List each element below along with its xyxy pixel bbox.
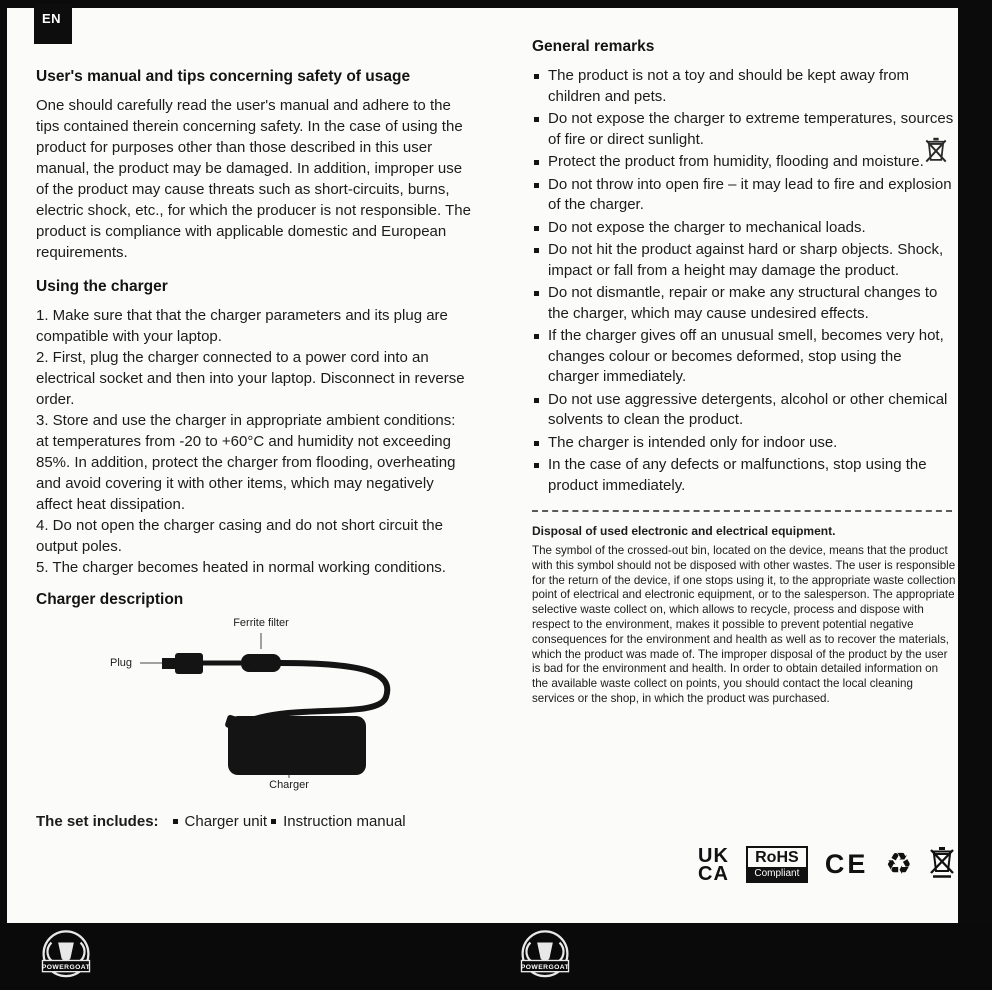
recycle-icon: ♻: [885, 847, 913, 881]
ukca-mark: UK CA: [698, 844, 729, 885]
set-item-charger-unit: Charger unit: [184, 813, 268, 830]
list-item: The charger is intended only for indoor use.: [532, 433, 956, 454]
step-5: 5. The charger becomes heated in normal working conditions.: [36, 559, 446, 576]
list-item: Do not expose the charger to extreme temperatures, sources of fire or direct sunlight.: [532, 109, 956, 150]
bullet-icon: [173, 819, 178, 824]
page-border-top: [0, 0, 992, 8]
rohs-mark: RoHS Compliant: [746, 846, 808, 883]
page-border-right: [958, 0, 992, 990]
set-includes-line: [36, 813, 472, 830]
goat-icon: [519, 928, 571, 984]
list-item: Do not throw into open fire – it may lead to fire and explosion of the charger.: [532, 175, 956, 216]
safety-heading: User's manual and tips concerning safety of usage: [36, 68, 411, 85]
step-1: 1. Make sure that that the charger parameters and its plug are compatible with your laptop.: [36, 307, 448, 345]
using-charger-heading: Using the charger: [36, 278, 168, 295]
charger-description-heading: Charger description: [36, 591, 184, 608]
set-item-instruction-manual: Instruction manual: [283, 813, 406, 830]
charger-label: Charger: [269, 779, 309, 791]
step-4: 4. Do not open the charger casing and do not short circuit the output poles.: [36, 517, 443, 555]
ce-mark: CE: [824, 849, 869, 879]
bullet-icon: [271, 819, 276, 824]
disposal-heading: Disposal of used electronic and electrical equipment.: [532, 524, 836, 538]
language-badge-label: EN: [42, 11, 62, 26]
goat-icon: [40, 928, 92, 984]
general-remarks-list: [532, 66, 956, 496]
list-item: In the case of any defects or malfunctions, stop using the product immediately.: [532, 455, 956, 496]
plug-label: Plug: [110, 657, 133, 669]
footer-bar: [0, 923, 992, 990]
charger-diagram-art: [36, 615, 472, 795]
safety-paragraph: One should carefully read the user's manual and adhere to the tips contained therein concerning safety. In the case of using the product for purposes other than those described in this user manual, the product may be damaged. In addition, improper use of the product may cause threats such as short-circuits, burns, electric shock, etc., for which the producer is not responsible. The product is compliance with applicable domestic and European requirements.: [36, 97, 471, 261]
dashed-divider: [532, 510, 952, 512]
step-2: 2. First, plug the charger connected to a power cord into an electrical socket and then into your laptop. Disconnect in reverse order.: [36, 349, 465, 408]
language-badge: [34, 4, 72, 44]
list-item: Do not dismantle, repair or make any structural changes to the charger, which may cause undesired effects.: [532, 283, 956, 324]
using-charger-steps: [36, 305, 472, 578]
right-column: [532, 30, 956, 707]
svg-text:POWERGOAT: POWERGOAT: [41, 963, 91, 971]
weee-bin-icon: [929, 845, 955, 884]
list-item: Do not hit the product against hard or sharp objects. Shock, impact or fall from a height may damage the product.: [532, 240, 956, 281]
powergoat-logo: [519, 928, 571, 989]
list-item: The product is not a toy and should be kept away from children and pets.: [532, 66, 956, 107]
ferrite-filter-label: Ferrite filter: [233, 617, 289, 629]
svg-text:POWERGOAT: POWERGOAT: [520, 963, 570, 971]
list-item: Protect the product from humidity, flooding and moisture.: [532, 152, 956, 173]
set-includes-label: The set includes:: [36, 813, 159, 830]
list-item: If the charger gives off an unusual smell, becomes very hot, changes colour or becomes deformed, stop using the charger immediately.: [532, 326, 956, 388]
disposal-paragraph: The symbol of the crossed-out bin, located on the device, means that the product with this symbol should not be disposed with other wastes. The user is responsible for the return of the device, if one stops using it, to the appropriate waste collection point of electrical and electronic equipment, or to the salesperson. The appropriate selective waste collect on, which allows to recycle, process and dispose with respect to the environment, makes it possible to prevent potential negative consequences for the environment and health as well as to recover the materials, which the product was made of. The improper disposal of the product by the user is bad for the environment and health. In order to obtain detailed information on the available waste collect on points, you should contact the local cleaning services or the shop, in which the product was purchased.: [532, 544, 956, 705]
page-border-left: [0, 0, 7, 990]
step-3: 3. Store and use the charger in appropriate ambient conditions: at temperatures from -20 to +60°C and humidity not exceeding 85%. In addition, protect the charger from flooding, overheating and avoid covering it with other items, which may negatively affect heat dissipation.: [36, 412, 456, 513]
list-item: Do not use aggressive detergents, alcohol or other chemical solvents to clean the product.: [532, 390, 956, 431]
list-item: Do not expose the charger to mechanical loads.: [532, 218, 956, 239]
general-remarks-heading: General remarks: [532, 38, 655, 55]
charger-diagram: [36, 615, 472, 795]
certification-marks: [698, 845, 955, 884]
left-column: [36, 58, 472, 830]
powergoat-logo: [40, 928, 92, 989]
